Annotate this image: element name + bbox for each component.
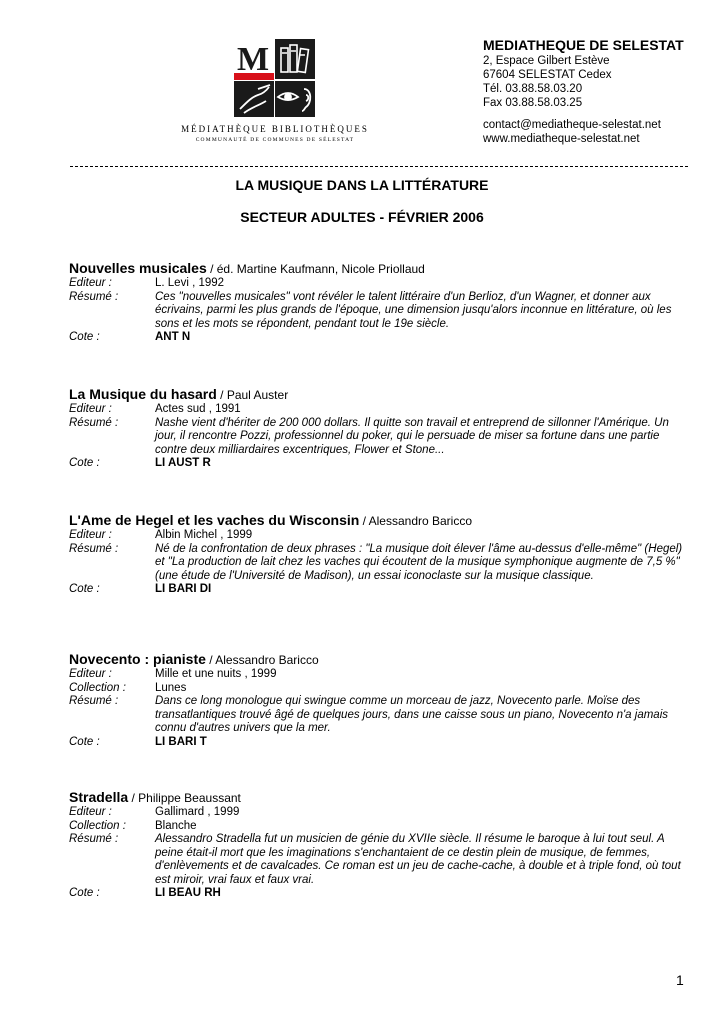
book-entry <box>69 386 689 471</box>
book-entry <box>69 651 689 749</box>
editeur-value: L. Levi , 1992 <box>155 277 225 289</box>
collection-label: Collection : <box>69 681 126 694</box>
cote-label: Cote : <box>69 735 100 748</box>
collection-value: Blanche <box>155 819 197 832</box>
logo-text: MÉDIATHÈQUE BIBLIOTHÈQUES <box>181 124 369 134</box>
book-author: / Alessandro Baricco <box>359 514 473 528</box>
book-title: L'Ame de Hegel et les vaches du Wisconsin <box>69 512 360 528</box>
document-subtitle: SECTEUR ADULTES - FÉVRIER 2006 <box>240 209 484 225</box>
fax: Fax 03.88.58.03.25 <box>483 97 583 109</box>
cote-value: LI BARI DI <box>155 583 212 595</box>
resume-label: Résumé : <box>69 695 119 707</box>
editeur-label: Editeur : <box>69 277 112 289</box>
editeur-label: Editeur : <box>69 668 112 680</box>
address-line-1: 2, Espace Gilbert Estève <box>483 55 610 67</box>
cote-label: Cote : <box>69 457 100 469</box>
page-number: 1 <box>676 972 684 988</box>
resume-value: Alessandro Stradella fut un musicien de génie du XVIIe siècle. Il résume le baroque à lui tout seul. A peine était-il mort que les imaginations s'enchantaient de ce destin plein de musique, de femmes, d'enlèvements et de cavalcades. Ce roman est un jeu de cache-cache, à double et à triple fond, où tout est miroir, vrai faux et faux vrai. <box>155 833 681 886</box>
resume-value: Ces "nouvelles musicales" vont révéler le talent littéraire d'un Berlioz, d'un Wagner, et donner aux écrivains, parmi les plus grands de l'époque, une dimension jusqu'alors inconnue en littérature, où les sons et les mots se répondent, pendant tout le 19e siècle. <box>155 290 672 330</box>
editeur-value: Mille et une nuits , 1999 <box>155 668 277 680</box>
cote-value: LI BARI T <box>155 735 207 748</box>
resume-label: Résumé : <box>69 833 119 845</box>
cote-value: LI AUST R <box>155 457 211 469</box>
editeur-value: Albin Michel , 1999 <box>155 529 253 541</box>
collection-label: Collection : <box>69 819 126 832</box>
logo-subtext: COMMUNAUTÉ DE COMMUNES DE SÉLESTAT <box>195 137 355 143</box>
address-line-2: 67604 SELESTAT Cedex <box>483 69 612 81</box>
resume-value: Nashe vient d'hériter de 200 000 dollars. Il quitte son travail et entreprend de sillonner l'Amérique. Un jour, il rencontre Pozzi, professionnel du poker, qui le persuade de miser sa fortune dans une partie contre deux milliardaires excentriques, Flower et Stone... <box>155 416 669 456</box>
resume-label: Résumé : <box>69 290 119 303</box>
editeur-value: Gallimard , 1999 <box>155 806 240 818</box>
editeur-label: Editeur : <box>69 403 112 415</box>
header-divider <box>70 166 688 167</box>
resume-label: Résumé : <box>69 416 119 429</box>
library-name: MEDIATHEQUE DE SELESTAT <box>483 37 684 53</box>
telephone: Tél. 03.88.58.03.20 <box>483 83 583 95</box>
collection-value: Lunes <box>155 681 187 694</box>
logo-mark-icon <box>234 39 316 119</box>
document-title: LA MUSIQUE DANS LA LITTÉRATURE <box>235 177 489 193</box>
email-link[interactable]: contact@mediatheque-selestat.net <box>483 119 661 131</box>
book-author: / Philippe Beaussant <box>128 791 241 805</box>
book-title: Stradella <box>69 789 129 805</box>
cote-label: Cote : <box>69 331 100 343</box>
cote-value: ANT N <box>155 331 191 343</box>
contact-block <box>483 36 713 146</box>
book-entry <box>69 789 689 901</box>
resume-value: Dans ce long monologue qui swingue comme un morceau de jazz, Novecento parle. Moïse des transatlantiques trouvé âgé de quelques jours, dans une caisse sous un piano, Novecento n'a jamais connu d'autres univers que la mer. <box>155 695 668 734</box>
cote-label: Cote : <box>69 583 100 595</box>
logo-letter: M <box>237 41 270 78</box>
website-link[interactable]: www.mediatheque-selestat.net <box>483 133 640 145</box>
cote-label: Cote : <box>69 887 100 899</box>
book-author: / éd. Martine Kaufmann, Nicole Priollaud <box>206 262 425 276</box>
editeur-value: Actes sud , 1991 <box>155 403 241 415</box>
book-entry <box>69 260 689 345</box>
book-title: Novecento : pianiste <box>69 651 206 667</box>
book-author: / Alessandro Baricco <box>205 653 319 667</box>
cote-value: LI BEAU RH <box>155 887 221 899</box>
book-entry <box>69 512 689 597</box>
book-author: / Paul Auster <box>216 388 289 402</box>
editeur-label: Editeur : <box>69 806 112 818</box>
editeur-label: Editeur : <box>69 529 112 541</box>
book-title: La Musique du hasard <box>69 386 217 402</box>
resume-value: Né de la confrontation de deux phrases : "La musique doit élever l'âme au-dessus d'elle-même" (Hegel) et "La production de lait chez les vaches qui écoutent de la musique symphonique augmente de 7,5 %" (une étude de l'Université de Madison), un essai iconoclaste sur la musique classique. <box>155 542 683 582</box>
book-title: Nouvelles musicales <box>69 260 207 276</box>
resume-label: Résumé : <box>69 542 119 555</box>
